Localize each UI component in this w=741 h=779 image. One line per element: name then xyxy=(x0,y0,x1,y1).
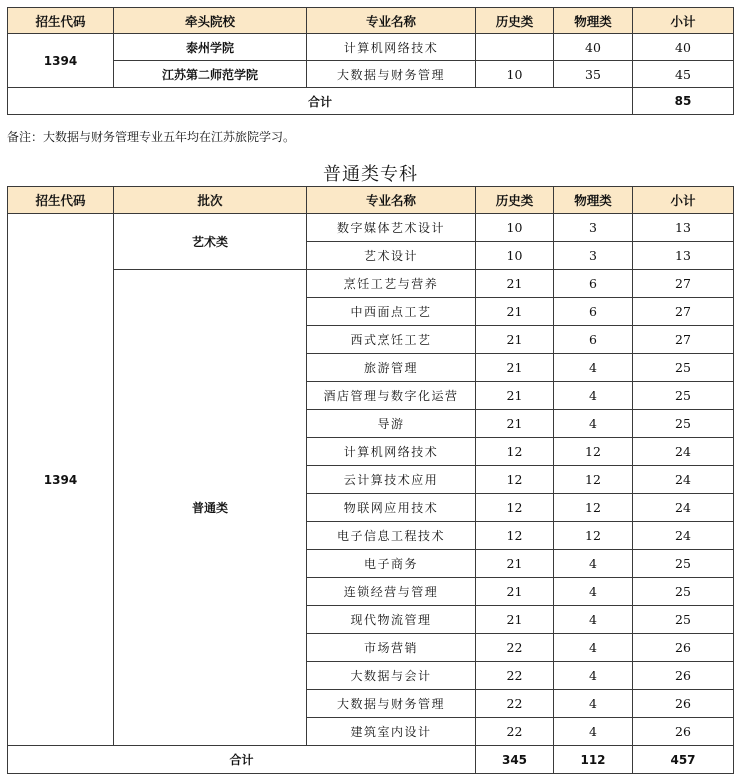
major-name: 大数据与财务管理 xyxy=(307,690,476,718)
physics-count: 3 xyxy=(554,214,633,242)
school-major-table xyxy=(7,7,734,115)
batch-name: 普通类 xyxy=(114,270,307,746)
history-count: 10 xyxy=(476,61,554,88)
major-name: 大数据与会计 xyxy=(307,662,476,690)
history-count: 21 xyxy=(476,578,554,606)
subtotal: 25 xyxy=(633,550,734,578)
physics-count: 4 xyxy=(554,354,633,382)
note-text: 备注：大数据与财务管理专业五年均在江苏旅院学习。 xyxy=(7,130,296,144)
major-name: 烹饪工艺与营养 xyxy=(307,270,476,298)
total-row xyxy=(8,88,734,115)
column-header: 招生代码 xyxy=(8,8,114,34)
physics-count: 3 xyxy=(554,242,633,270)
history-count: 21 xyxy=(476,270,554,298)
subtotal: 27 xyxy=(633,298,734,326)
column-header: 物理类 xyxy=(554,187,633,214)
history-count xyxy=(476,34,554,61)
history-count: 22 xyxy=(476,718,554,746)
physics-count: 4 xyxy=(554,382,633,410)
table-row xyxy=(8,270,734,298)
history-count: 10 xyxy=(476,242,554,270)
subtotal: 26 xyxy=(633,690,734,718)
total-value: 85 xyxy=(633,88,734,115)
major-name: 市场营销 xyxy=(307,634,476,662)
history-count: 10 xyxy=(476,214,554,242)
subtotal: 25 xyxy=(633,382,734,410)
major-name: 连锁经营与管理 xyxy=(307,578,476,606)
physics-count: 12 xyxy=(554,438,633,466)
column-header: 批次 xyxy=(114,187,307,214)
physics-count: 6 xyxy=(554,270,633,298)
major-name: 数字媒体艺术设计 xyxy=(307,214,476,242)
physics-count: 12 xyxy=(554,522,633,550)
subtotal: 25 xyxy=(633,410,734,438)
physics-count: 4 xyxy=(554,662,633,690)
history-count: 12 xyxy=(476,438,554,466)
major-name: 旅游管理 xyxy=(307,354,476,382)
major-name: 电子信息工程技术 xyxy=(307,522,476,550)
major-name: 计算机网络技术 xyxy=(307,438,476,466)
history-count: 12 xyxy=(476,466,554,494)
history-count: 21 xyxy=(476,354,554,382)
history-count: 12 xyxy=(476,522,554,550)
history-count: 21 xyxy=(476,326,554,354)
subtotal: 27 xyxy=(633,270,734,298)
subtotal: 24 xyxy=(633,438,734,466)
physics-count: 40 xyxy=(554,34,633,61)
enroll-code: 1394 xyxy=(8,214,114,746)
physics-count: 12 xyxy=(554,466,633,494)
history-count: 22 xyxy=(476,690,554,718)
subtotal: 26 xyxy=(633,662,734,690)
school-name: 泰州学院 xyxy=(114,34,307,61)
total-value: 457 xyxy=(633,746,734,774)
header-row xyxy=(8,187,734,214)
table-row xyxy=(8,214,734,242)
subtotal: 26 xyxy=(633,718,734,746)
total-label: 合计 xyxy=(8,746,476,774)
physics-count: 4 xyxy=(554,690,633,718)
history-count: 22 xyxy=(476,634,554,662)
physics-count: 4 xyxy=(554,550,633,578)
physics-count: 6 xyxy=(554,298,633,326)
subtotal: 45 xyxy=(633,61,734,88)
major-name: 现代物流管理 xyxy=(307,606,476,634)
history-count: 12 xyxy=(476,494,554,522)
history-count: 21 xyxy=(476,550,554,578)
physics-count: 4 xyxy=(554,410,633,438)
physics-count: 6 xyxy=(554,326,633,354)
history-count: 21 xyxy=(476,606,554,634)
history-count: 22 xyxy=(476,662,554,690)
major-name: 酒店管理与数字化运营 xyxy=(307,382,476,410)
section-title: 普通类专科 xyxy=(323,164,418,185)
batch-name: 艺术类 xyxy=(114,214,307,270)
total-physics: 112 xyxy=(554,746,633,774)
physics-count: 4 xyxy=(554,634,633,662)
total-row xyxy=(8,746,734,774)
total-label: 合计 xyxy=(8,88,633,115)
major-name: 西式烹饪工艺 xyxy=(307,326,476,354)
column-header: 专业名称 xyxy=(307,8,476,34)
major-name: 计算机网络技术 xyxy=(307,34,476,61)
major-name: 云计算技术应用 xyxy=(307,466,476,494)
major-name: 物联网应用技术 xyxy=(307,494,476,522)
subtotal: 24 xyxy=(633,466,734,494)
total-history: 345 xyxy=(476,746,554,774)
major-name: 电子商务 xyxy=(307,550,476,578)
table-row xyxy=(8,34,734,61)
major-name: 大数据与财务管理 xyxy=(307,61,476,88)
subtotal: 24 xyxy=(633,522,734,550)
subtotal: 13 xyxy=(633,214,734,242)
physics-count: 35 xyxy=(554,61,633,88)
column-header: 牵头院校 xyxy=(114,8,307,34)
column-header: 小计 xyxy=(633,8,734,34)
column-header: 专业名称 xyxy=(307,187,476,214)
subtotal: 26 xyxy=(633,634,734,662)
subtotal: 25 xyxy=(633,606,734,634)
column-header: 历史类 xyxy=(476,8,554,34)
major-name: 艺术设计 xyxy=(307,242,476,270)
history-count: 21 xyxy=(476,382,554,410)
subtotal: 24 xyxy=(633,494,734,522)
column-header: 小计 xyxy=(633,187,734,214)
major-name: 导游 xyxy=(307,410,476,438)
history-count: 21 xyxy=(476,410,554,438)
column-header: 历史类 xyxy=(476,187,554,214)
subtotal: 25 xyxy=(633,578,734,606)
header-row xyxy=(8,8,734,34)
physics-count: 4 xyxy=(554,718,633,746)
enroll-code: 1394 xyxy=(8,34,114,88)
major-name: 中西面点工艺 xyxy=(307,298,476,326)
physics-count: 4 xyxy=(554,578,633,606)
subtotal: 27 xyxy=(633,326,734,354)
subtotal: 13 xyxy=(633,242,734,270)
subtotal: 25 xyxy=(633,354,734,382)
history-count: 21 xyxy=(476,298,554,326)
column-header: 招生代码 xyxy=(8,187,114,214)
general-major-table xyxy=(7,186,734,774)
subtotal: 40 xyxy=(633,34,734,61)
physics-count: 12 xyxy=(554,494,633,522)
physics-count: 4 xyxy=(554,606,633,634)
table-row xyxy=(8,61,734,88)
school-name: 江苏第二师范学院 xyxy=(114,61,307,88)
column-header: 物理类 xyxy=(554,8,633,34)
major-name: 建筑室内设计 xyxy=(307,718,476,746)
